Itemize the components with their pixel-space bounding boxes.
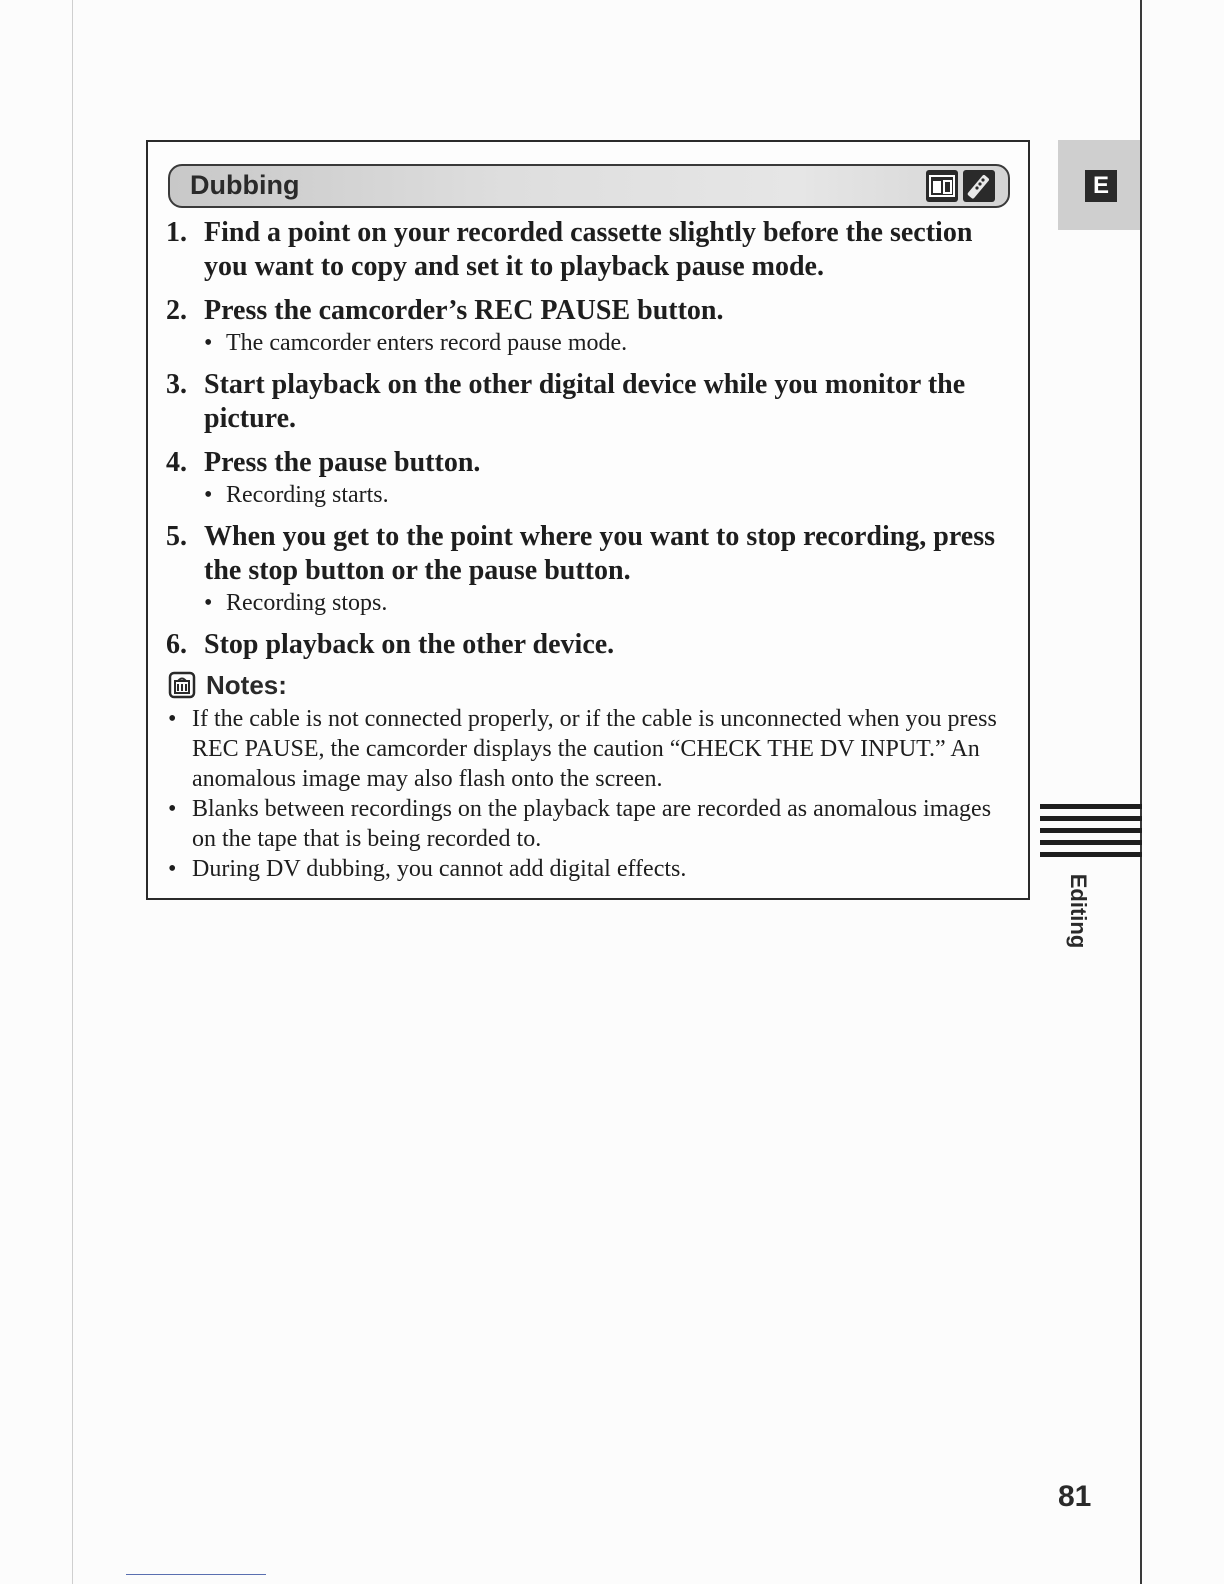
step-3 xyxy=(166,368,1016,436)
step-text: Start playback on the other digital device while you monitor the picture. xyxy=(204,369,966,434)
step-sub-text: Recording stops. xyxy=(226,590,388,616)
bottom-rule xyxy=(126,1574,266,1575)
chapter-tab xyxy=(1058,140,1140,230)
step-number: 5. xyxy=(166,521,187,552)
notes-title: Notes: xyxy=(206,669,287,700)
marker-bar xyxy=(1040,804,1142,809)
bullet-icon: • xyxy=(168,856,177,882)
mode-icons xyxy=(925,169,996,203)
bullet-icon: • xyxy=(204,330,213,356)
marker-bar xyxy=(1040,840,1142,845)
step-number: 2. xyxy=(166,295,187,326)
note-item xyxy=(168,704,1018,794)
step-sub-bullet xyxy=(204,480,1016,510)
step-text: Find a point on your recorded cassette slightly before the section you want to copy and set it to playback pause mode. xyxy=(204,217,973,282)
bullet-icon: • xyxy=(168,706,177,732)
step-sub-bullet xyxy=(204,588,1016,618)
bullet-icon: • xyxy=(204,590,213,616)
step-text: Press the pause button. xyxy=(204,447,481,478)
step-sub-text: Recording starts. xyxy=(226,482,389,508)
chapter-tab-letter: E xyxy=(1085,170,1117,202)
step-sub-text: The camcorder enters record pause mode. xyxy=(226,330,628,356)
bullet-icon: • xyxy=(204,482,213,508)
camera-mode-icon xyxy=(925,169,959,203)
notes-icon xyxy=(168,671,196,699)
step-number: 4. xyxy=(166,447,187,478)
step-4 xyxy=(166,446,1016,510)
step-5 xyxy=(166,520,1016,618)
note-item xyxy=(168,854,1018,884)
note-item xyxy=(168,794,1018,854)
page-number: 81 xyxy=(1058,1480,1092,1513)
step-1 xyxy=(166,216,1016,284)
notes-section xyxy=(168,666,1018,884)
section-title: Dubbing xyxy=(190,170,300,200)
step-text: Press the camcorder’s REC PAUSE button. xyxy=(204,295,724,326)
step-number: 3. xyxy=(166,369,187,400)
note-text: If the cable is not connected properly, or if the cable is unconnected when you press REC PAUSE, the camcorder displays the caution “CHECK THE DV INPUT.” An anomalous image may also flash onto the screen. xyxy=(192,706,997,792)
bullet-icon: • xyxy=(168,796,177,822)
step-text: Stop playback on the other device. xyxy=(204,629,615,660)
wireless-remote-icon xyxy=(962,169,996,203)
step-list xyxy=(166,216,1016,672)
step-2 xyxy=(166,294,1016,358)
step-sub-bullet xyxy=(204,328,1016,358)
step-text: When you get to the point where you want to stop recording, press the stop button or the pause button. xyxy=(204,521,996,586)
step-6 xyxy=(166,628,1016,662)
section-side-label: Editing xyxy=(1066,873,1091,949)
marker-bar xyxy=(1040,852,1142,857)
notes-heading xyxy=(168,666,1018,704)
marker-bar xyxy=(1040,828,1142,833)
step-number: 1. xyxy=(166,217,187,248)
section-marker-bars xyxy=(1040,804,1142,864)
left-margin-rule xyxy=(72,0,73,1584)
step-number: 6. xyxy=(166,629,187,660)
note-text: During DV dubbing, you cannot add digital effects. xyxy=(192,856,687,882)
marker-bar xyxy=(1040,816,1142,821)
note-text: Blanks between recordings on the playback tape are recorded as anomalous images on the tape that is being recorded to. xyxy=(192,796,992,852)
right-margin-rule xyxy=(1140,0,1142,1584)
dubbing-section-frame xyxy=(146,140,1030,900)
section-title-bar xyxy=(168,164,1010,208)
